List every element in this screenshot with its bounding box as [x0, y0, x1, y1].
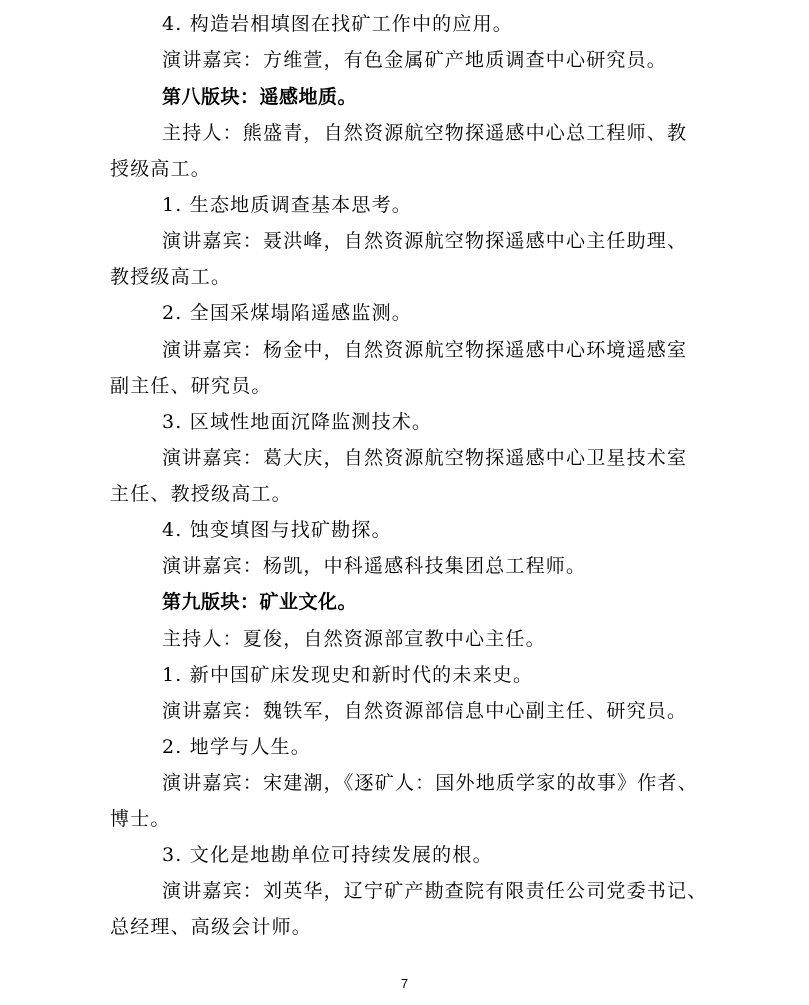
host-xiong-shengqing-cont: 授级高工。 [110, 158, 212, 180]
speaker-ge-daqing: 演讲嘉宾：葛大庆，自然资源航空物探遥感中心卫星技术室 [162, 447, 688, 469]
host-xia-jun: 主持人：夏俊，自然资源部宣教中心主任。 [162, 628, 546, 650]
speaker-liu-yinghua: 演讲嘉宾：刘英华，辽宁矿产勘查院有限责任公司党委书记、 [162, 880, 708, 902]
host-xiong-shengqing: 主持人：熊盛青，自然资源航空物探遥感中心总工程师、教 [162, 122, 688, 144]
topic-2-title: 2. 全国采煤塌陷遥感监测。 [162, 302, 412, 324]
page-number: 7 [400, 976, 409, 991]
topic-1-title: 1. 生态地质调查基本思考。 [162, 194, 412, 216]
topic-9-2-title: 2. 地学与人生。 [162, 736, 311, 758]
speaker-nie-hongfeng-cont: 教授级高工。 [110, 266, 232, 288]
speaker-wei-tiejun: 演讲嘉宾：魏铁军，自然资源部信息中心副主任、研究员。 [162, 700, 688, 722]
topic-9-3-title: 3. 文化是地勘单位可持续发展的根。 [162, 844, 493, 866]
speaker-yang-jinzhong: 演讲嘉宾：杨金中，自然资源航空物探遥感中心环境遥感室 [162, 339, 688, 361]
topic-3-title: 3. 区域性地面沉降监测技术。 [162, 411, 433, 433]
speaker-yang-jinzhong-cont: 副主任、研究员。 [110, 375, 272, 397]
speaker-song-jianchao-cont: 博士。 [110, 808, 171, 830]
speaker-song-jianchao: 演讲嘉宾：宋建潮，《逐矿人：国外地质学家的故事》作者、 [162, 772, 698, 794]
speaker-nie-hongfeng: 演讲嘉宾：聂洪峰，自然资源航空物探遥感中心主任助理、 [162, 230, 688, 252]
topic-4b-title: 4. 蚀变填图与找矿勘探。 [162, 519, 392, 541]
speaker-liu-yinghua-cont: 总经理、高级会计师。 [110, 916, 313, 938]
speaker-fang-weixuan: 演讲嘉宾：方维萱，有色金属矿产地质调查中心研究员。 [162, 49, 668, 71]
speaker-yang-kai: 演讲嘉宾：杨凯，中科遥感科技集团总工程师。 [162, 555, 587, 577]
topic-9-1-title: 1. 新中国矿床发现史和新时代的未来史。 [162, 664, 534, 686]
speaker-ge-daqing-cont: 主任、教授级高工。 [110, 483, 292, 505]
section-9-heading: 第九版块：矿业文化。 [162, 591, 358, 613]
topic-4-title: 4. 构造岩相填图在找矿工作中的应用。 [162, 13, 513, 35]
section-8-heading: 第八版块：遥感地质。 [162, 86, 358, 108]
